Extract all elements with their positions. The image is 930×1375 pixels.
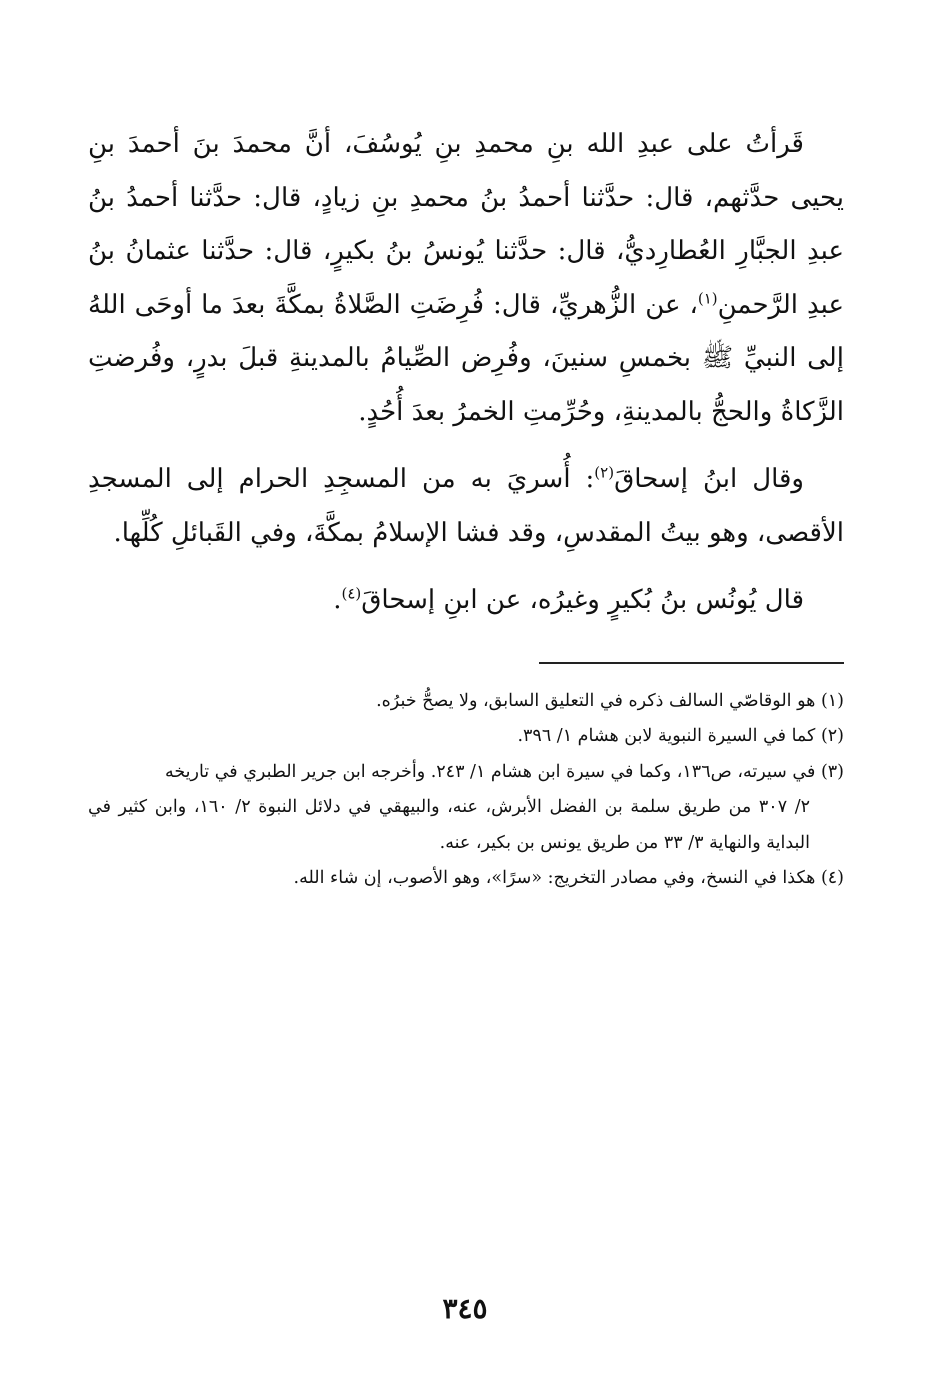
paragraph-3-text-a: قال يُونُس بنُ بُكيرٍ وغيرُه، عن ابنِ إسحاقَ (361, 585, 804, 615)
paragraph-3 (88, 574, 844, 628)
paragraph-1-text-a: قَرأتُ على عبدِ الله بنِ محمدِ بنِ يُوسُفَ، أنَّ محمدَ بنَ أحمدَ بنِ يحيى حدَّثهم، قال: حدَّثنا أحمدُ بنُ محمدِ بنِ زيادٍ، قال: حدَّثنا أحمدُ بنُ عبدِ الجبَّارِ العُطارِديُّ، قال: حدَّثنا يُونسُ بنُ بكيرٍ، قال: حدَّثنا عثمانُ بنُ عبدِ الرَّحمنِ (88, 129, 844, 320)
paragraph-2 (88, 453, 844, 560)
footnote-4-text: هكذا في النسخ، وفي مصادر التخريج: «سرًا»، وهو الأصوب، إن شاء الله. (293, 868, 816, 888)
footnote-4 (88, 861, 844, 897)
footnote-2 (88, 719, 844, 755)
footnote-1-text: هو الوقاصّي السالف ذكره في التعليق السابق، ولا يصحُّ خبرُه. (376, 690, 816, 711)
footnote-3 (88, 755, 844, 862)
footnote-3-continuation: ٢/ ٣٠٧ من طريق سلمة بن الفضل الأبرش، عنه، والبيهقي في دلائل النبوة ٢/ ١٦٠، وابن كثير في البداية والنهاية ٣/ ٣٣ من طريق يونس بن بكير، عنه. (88, 797, 811, 853)
paragraph-3-text-b: . (333, 585, 342, 615)
footnote-1-number: (١) (820, 690, 844, 711)
paragraph-2-text-a: وقال ابنُ إسحاقَ (614, 464, 804, 494)
footnote-marker-3: (٤) (341, 584, 362, 603)
footnote-4-number: (٤) (820, 868, 844, 888)
footnote-marker-1: (١) (697, 288, 718, 307)
page-number: ٣٤٥ (442, 1292, 488, 1325)
paragraph-1 (88, 118, 844, 439)
footnote-2-number: (٢) (820, 726, 844, 746)
paragraph-1-text-b: ، عن الزُّهريِّ، قال: فُرِضَتِ الصَّلاةُ بمكَّةَ بعدَ ما أوحَى اللهُ إلى النبيِّ ﷺ بخمسِ سنينَ، وفُرِض الصِّيامُ بالمدينةِ قبلَ بدرٍ، وفُرضتِ الزَّكاةُ والحجُّ بالمدينةِ، وحُرِّمتِ الخمرُ بعدَ أُحُدٍ. (88, 289, 844, 427)
footnote-divider (539, 662, 844, 664)
footnote-3-number: (٣) (820, 761, 844, 782)
footnote-3-text: في سيرته، ص١٣٦، وكما في سيرة ابن هشام ١/ ٢٤٣. وأخرجه ابن جرير الطبري في تاريخه (164, 761, 816, 782)
footnote-2-text: كما في السيرة النبوية لابن هشام ١/ ٣٩٦. (517, 726, 816, 746)
footnote-1 (88, 684, 844, 720)
paragraph-2-text-b: : أُسريَ به من المسجِدِ الحرام إلى المسجدِ الأقصى، وهو بيتُ المقدسِ، وقد فشا الإسلامُ بمكَّةَ، وفي القَبائلِ كُلِّها. (88, 464, 844, 548)
footnotes (88, 684, 844, 897)
main-text (88, 118, 844, 628)
footnote-marker-2: (٢) (594, 463, 615, 482)
